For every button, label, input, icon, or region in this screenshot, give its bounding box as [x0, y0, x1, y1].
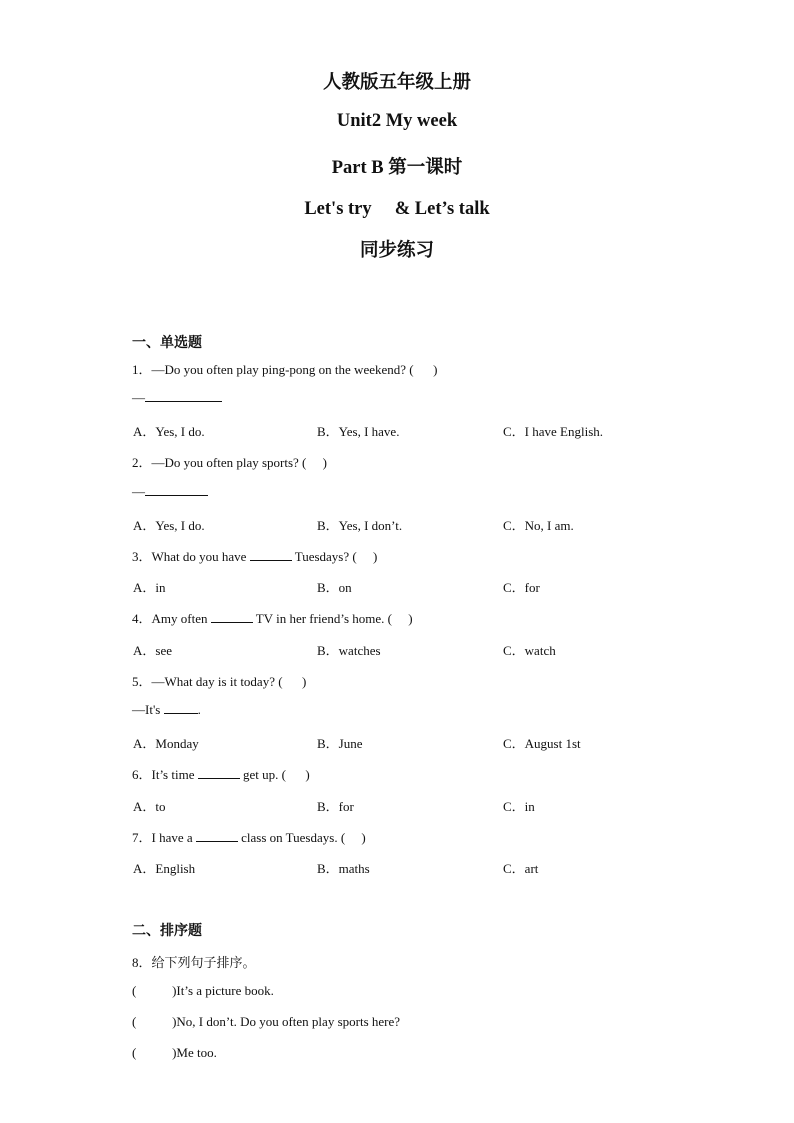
question-2-answer-line: —: [132, 484, 208, 500]
question-3-stem: 3．What do you have Tuesdays? ( ): [132, 549, 378, 564]
question-3-option-b: B．on: [317, 580, 352, 595]
answer-blank: [250, 559, 292, 561]
question-2-option-c: C．No, I am.: [503, 518, 574, 533]
ordering-item-3: ( )Me too.: [132, 1045, 217, 1060]
title-part: Part B 第一课时: [331, 158, 463, 178]
answer-blank: [164, 712, 198, 714]
question-5-stem: 5．—What day is it today? ( ): [132, 674, 307, 689]
question-7-option-b: B．maths: [317, 861, 370, 876]
answer-blank: [196, 840, 238, 842]
question-5-option-b: B．June: [317, 736, 363, 751]
question-2-option-a: A．Yes, I do.: [133, 518, 205, 533]
question-8-stem: 8．给下列句子排序。: [132, 955, 256, 970]
question-7-option-c: C．art: [503, 861, 539, 876]
question-4-stem: 4．Amy often TV in her friend’s home. ( ): [132, 611, 413, 626]
question-1-stem: 1．—Do you often play ping-pong on the weekend? ( ): [132, 362, 438, 377]
question-1-answer-line: —: [132, 390, 222, 406]
question-6-option-a: A．to: [133, 799, 166, 814]
question-3-option-a: A．in: [133, 580, 166, 595]
question-5-option-c: C．August 1st: [503, 736, 581, 751]
question-7-option-a: A．English: [133, 861, 196, 876]
question-7-stem: 7．I have a class on Tuesdays. ( ): [132, 830, 366, 845]
question-2-stem: 2．—Do you often play sports? ( ): [132, 455, 327, 470]
title-lesson: Let's try & Let’s talk: [304, 199, 490, 219]
ordering-item-2: ( )No, I don’t. Do you often play sports here?: [132, 1014, 401, 1029]
question-2-option-b: B．Yes, I don’t.: [317, 518, 403, 533]
answer-blank: [198, 777, 240, 779]
title-grade: 人教版五年级上册: [322, 73, 471, 93]
question-4-option-c: C．watch: [503, 643, 556, 658]
question-5-option-a: A．Monday: [133, 736, 199, 751]
title-unit: Unit2 My week: [336, 111, 458, 131]
question-4-option-b: B．watches: [317, 643, 381, 658]
section-title-single-choice: 一、单选题: [132, 336, 202, 351]
question-3-option-c: C．for: [503, 580, 540, 595]
question-1-option-a: A．Yes, I do.: [133, 424, 205, 439]
section-title-ordering: 二、排序题: [132, 924, 202, 939]
answer-blank: [145, 494, 208, 496]
question-1-option-b: B．Yes, I have.: [317, 424, 400, 439]
title-practice: 同步练习: [359, 241, 434, 261]
question-1-option-c: C．I have English.: [503, 424, 604, 439]
question-6-option-b: B．for: [317, 799, 354, 814]
answer-blank: [145, 400, 222, 402]
question-4-option-a: A．see: [133, 643, 172, 658]
answer-blank: [211, 621, 253, 623]
question-5-answer-line: —It's .: [132, 702, 201, 717]
ordering-item-1: ( )It’s a picture book.: [132, 983, 274, 998]
question-6-stem: 6．It’s time get up. ( ): [132, 767, 310, 782]
question-6-option-c: C．in: [503, 799, 535, 814]
